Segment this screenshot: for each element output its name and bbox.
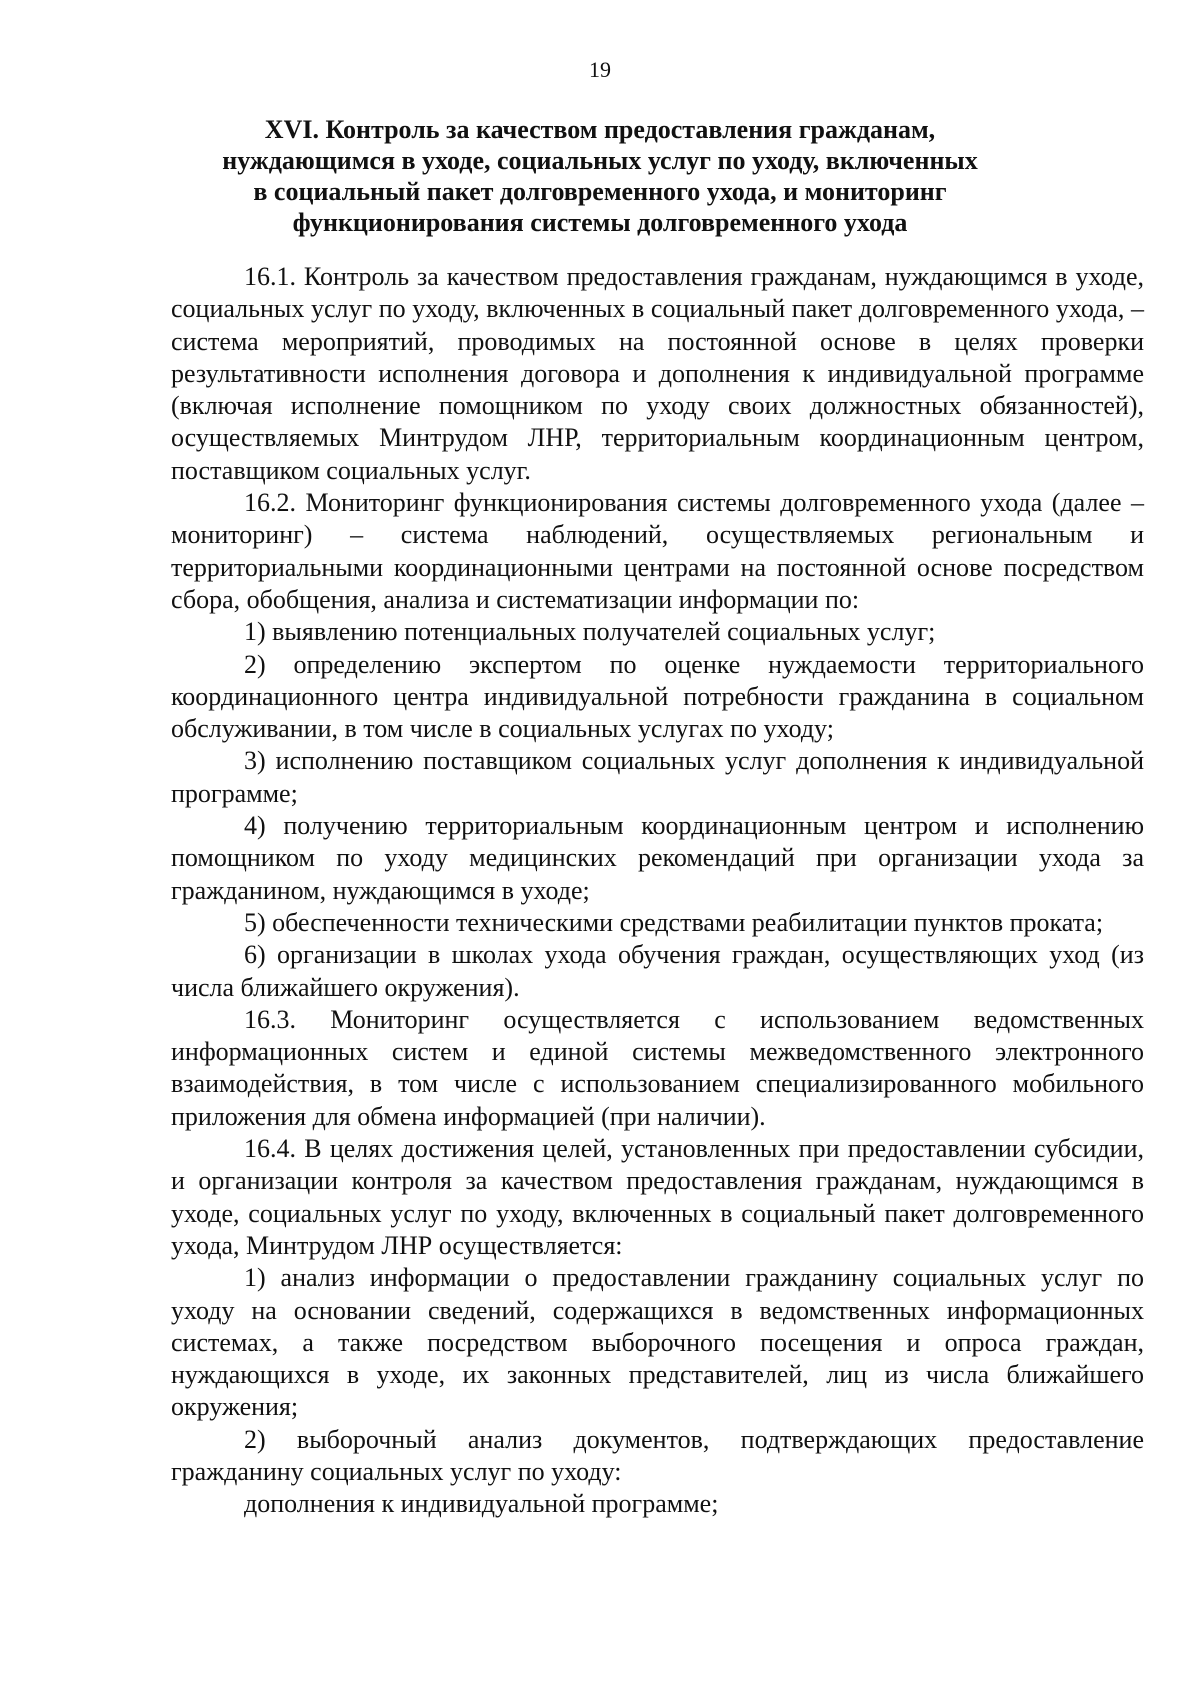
list-item: 6) организации в школах ухода обучения граждан, осуществляющих уход (из числа ближайшего окружения). [171, 940, 1144, 1002]
list-item: 1) анализ информации о предоставлении гражданину социальных услуг по уходу на основании сведений, содержащихся в ведомственных информационных системах, а также посредством выборочного посещения и опроса граждан, нуждающихся в уходе, их законных представителей, лиц из числа ближайшего окружения; [171, 1263, 1144, 1422]
list-item: 2) выборочный анализ документов, подтверждающих предоставление гражданину социальных услуг по уходу: [171, 1424, 1144, 1486]
list-item: 5) обеспеченности техническими средствами реабилитации пунктов проката; [244, 907, 1104, 937]
list-item: дополнения к индивидуальной программе; [244, 1489, 719, 1519]
title-line: в социальный пакет долговременного ухода, и мониторинг [253, 177, 947, 206]
title-line: XVI. Контроль за качеством предоставления гражданам, [264, 115, 936, 144]
title-line: нуждающимся в уходе, социальных услуг по уходу, включенных [222, 146, 978, 175]
list-item: 3) исполнению поставщиком социальных услуг дополнения к индивидуальной программе; [171, 746, 1144, 808]
page-number: 19 [589, 57, 611, 82]
list-item: 1) выявлению потенциальных получателей социальных услуг; [244, 617, 936, 647]
list-item: 4) получению территориальным координационным центром и исполнению помощником по уходу медицинских рекомендаций при организации ухода за гражданином, нуждающимся в уходе; [171, 811, 1144, 905]
title-line: функционирования системы долговременного ухода [292, 208, 908, 237]
paragraph-16-2: 16.2. Мониторинг функционирования системы долговременного ухода (далее – мониторинг) – система наблюдений, осуществляемых региональным и территориальными координационными центрами на постоянной основе посредством сбора, обобщения, анализа и систематизации информации по: [171, 488, 1144, 614]
list-item: 2) определению экспертом по оценке нуждаемости территориального координационного центра индивидуальной потребности гражданина в социальном обслуживании, в том числе в социальных услугах по уходу; [171, 649, 1144, 744]
section-title [160, 114, 1040, 238]
paragraph-16-4: 16.4. В целях достижения целей, установленных при предоставлении субсидии, и организации контроля за качеством предоставления гражданам, нуждающимся в уходе, социальных услуг по уходу, включенных в социальный пакет долговременного ухода, Минтрудом ЛНР осуществляется: [171, 1134, 1144, 1260]
paragraph-16-3: 16.3. Мониторинг осуществляется с использованием ведомственных информационных систем и единой системы межведомственного электронного взаимодействия, в том числе с использованием специализированного мобильного приложения для обмена информацией (при наличии). [171, 1004, 1144, 1131]
document-body [171, 261, 1144, 1521]
paragraph-16-1: 16.1. Контроль за качеством предоставления гражданам, нуждающимся в уходе, социальных услуг по уходу, включенных в социальный пакет долговременного ухода, – система мероприятий, проводимых на постоянной основе в целях проверки результативности исполнения договора и дополнения к индивидуальной программе (включая исполнение помощником по уходу своих должностных обязанностей), осуществляемых Минтрудом ЛНР, территориальным координационным центром, поставщиком социальных услуг. [171, 262, 1144, 485]
